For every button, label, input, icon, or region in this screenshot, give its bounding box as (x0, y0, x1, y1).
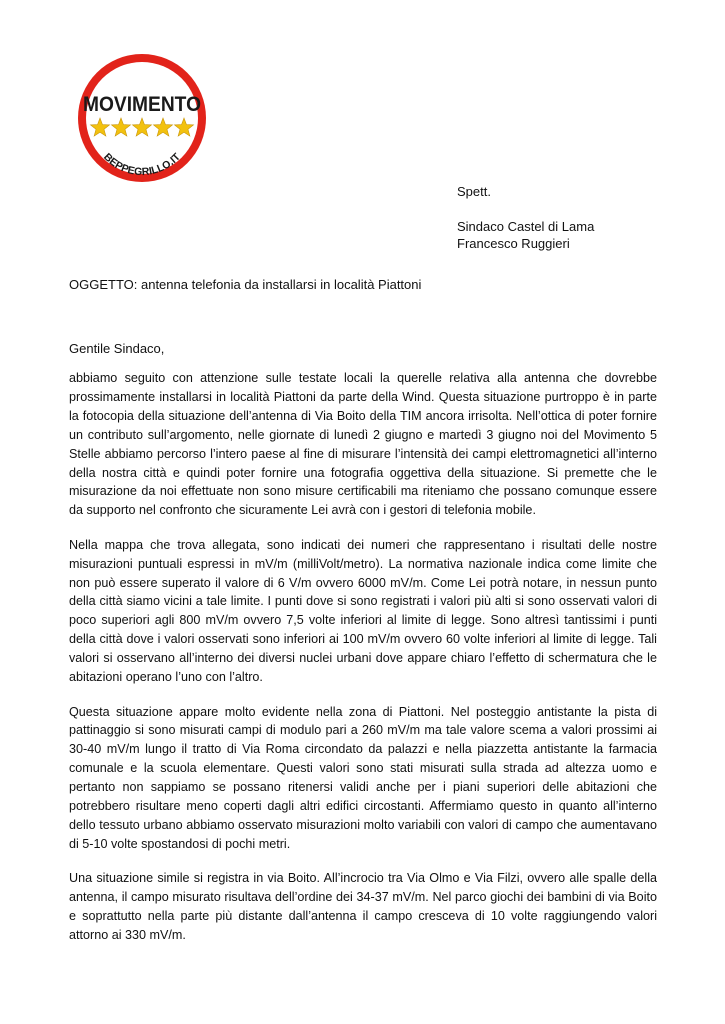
recipient-address (457, 183, 594, 253)
body-paragraph: Una situazione simile si registra in via Boito. All’incrocio tra Via Olmo e Via Filzi, ovvero alle spalle della antenna, il campo misurato risultava dell’ordine dei 34-37 mV/m. Nel parco giochi dei bambini di via Boito e soprattutto nella parte più distante dall’antenna il campo cresceva di 10 volte raggiungendo valori attorno ai 330 mV/m. (69, 871, 657, 942)
address-salutation: Spett. (457, 184, 491, 199)
body-paragraph: Nella mappa che trova allegata, sono indicati dei numeri che rappresentano i risultati delle nostre misurazioni puntuali espressi in mV/m (milliVolt/metro). La normativa nazionale indica come limite che non può essere superato il valore di 6 V/m ovvero 6000 mV/m. Come Lei potrà notare, in nessun punto della città siamo vicini a tale limite. I punti dove si sono registrati i valori più alti si sono osservati valori di poco superiori agli 800 mV/m ovvero 7,5 volte inferiori al limite di legge. Sono altresì tantissimi i punti della città dove i valori osservati sono inferiori ai 100 mV/m ovvero 60 volte inferiori al limite di legge. Tali valori si osservano all’interno dei diversi nuclei urbani dove appare chiaro l’effetto di schermatura che le abitazioni operano l’uno con l’altro. (69, 537, 657, 685)
body-paragraph: abbiamo seguito con attenzione sulle testate locali la querelle relativa alla antenna che dovrebbe prossimamente installarsi in località Piattoni da parte della Wind. Questa situazione purtroppo è in parte la fotocopia della situazione dell’antenna di Via Boito della TIM ancora irrisolta. Nell’ottica di poter fornire un contributo sull’argomento, nelle giornate di lunedì 2 giugno e martedì 3 giugno noi del Movimento 5 Stelle abbiamo percorso l’intero paese al fine di misurare l’intensità dei campi elettromagnetici all’interno della nostra città e quindi poter fornire una fotografia oggettiva della situazione. Si premette che le misurazione da noi effettuate non sono misure certificabili ma riteniamo che possano comunque essere da supporto nel confronto che sicuramente Lei avrà con i gestori di telefonia mobile. (69, 371, 657, 518)
logo-wordmark: MOVIMENTO (83, 92, 201, 116)
movimento-5-stelle-logo (74, 50, 210, 186)
body-paragraph: Questa situazione appare molto evidente nella zona di Piattoni. Nel posteggio antistante la pista di pattinaggio si sono misurati campi di modulo pari a 260 mV/m ma tale valore scema a valori prossimi ai 30-40 mV/m lungo il tratto di Via Roma circondato da palazzi e nella piazzetta antistante la farmacia comunale e la scuola elementare. Questi valori sono stati misurati sulla strada ad altezza uomo e pertanto non sappiamo se possano ritenersi validi anche per i piani superiori delle abitazioni che potrebbero risultare meno coperti dagli altri edifici circostanti. Affermiamo questo in quanto all’interno dello tessuto urbano abbiamo osservato misurazioni molto variabili con valori di campo che aumentavano di 5-10 volte spostandosi di pochi metri. (69, 704, 657, 851)
letter-body (69, 369, 657, 960)
address-recipient-title: Sindaco Castel di Lama (457, 218, 595, 234)
logo-ring-text: BEPPEGRILLO.IT (101, 150, 183, 179)
address-recipient-name: Francesco Ruggieri (457, 236, 570, 251)
letter-subject: OGGETTO: antenna telefonia da installarsi in località Piattoni (69, 277, 422, 292)
letter-greeting: Gentile Sindaco, (69, 341, 165, 356)
logo-graphic (74, 50, 210, 186)
